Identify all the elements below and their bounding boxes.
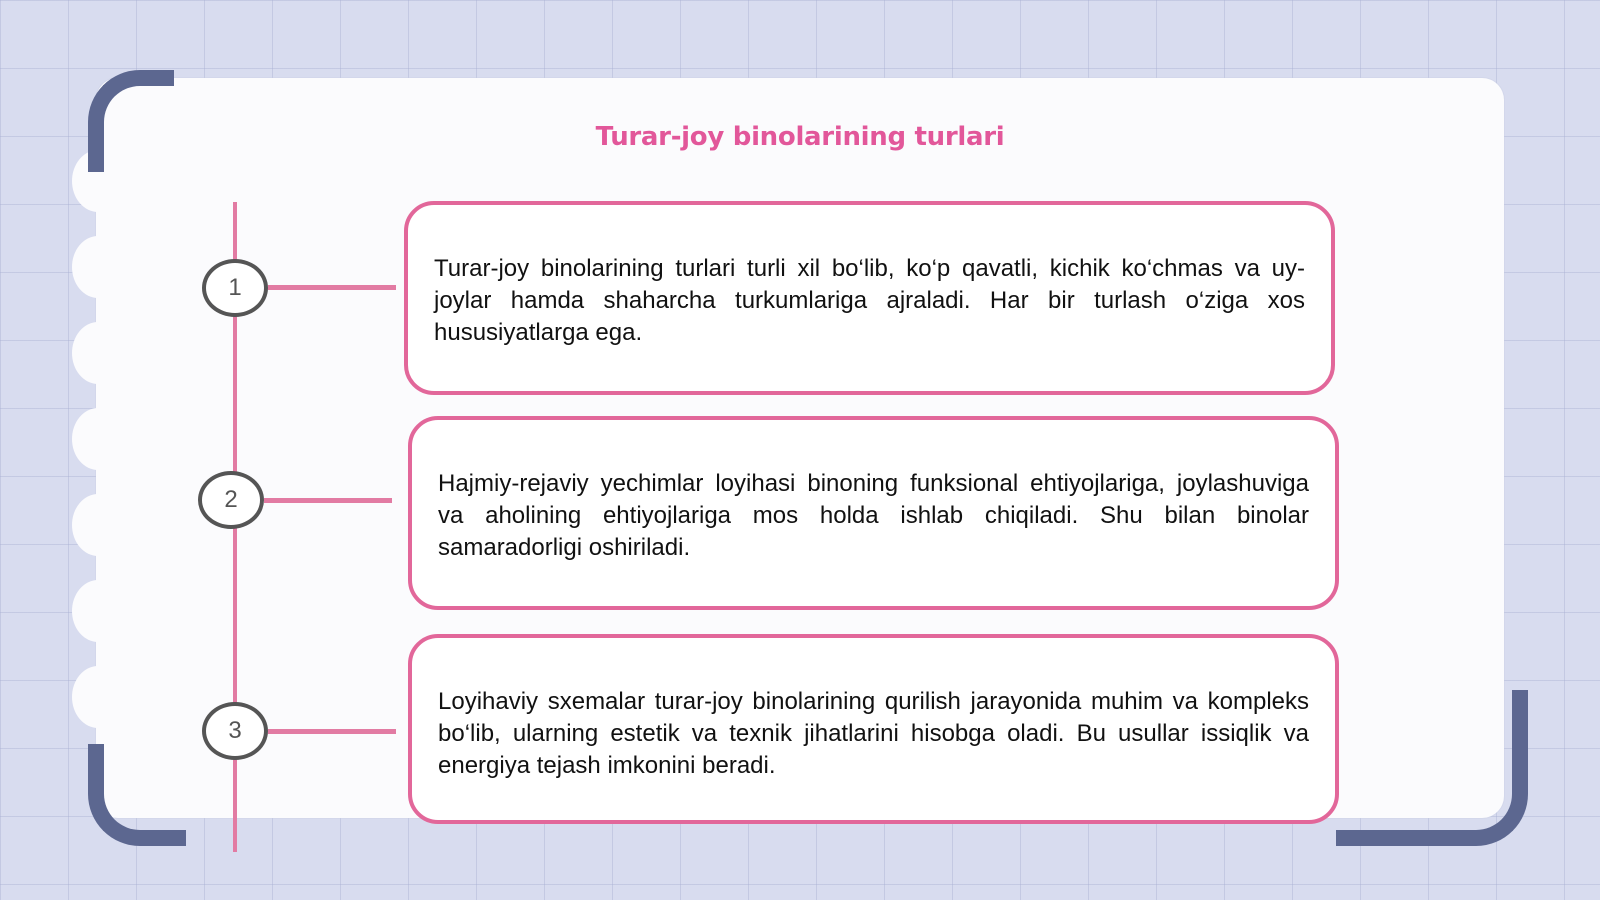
timeline-connector xyxy=(264,498,392,503)
step-card-1 xyxy=(404,201,1335,395)
step-text: Hajmiy-rejaviy yechimlar loyihasi binoning funksional ehtiyojlariga, joylashuviga va aholining ehtiyojlariga mos holda ishlab chiqiladi. Shu bilan binolar samaradorligi oshiriladi. xyxy=(438,470,1309,561)
step-number-1: 1 xyxy=(202,259,268,317)
step-card-3 xyxy=(408,634,1339,824)
timeline-connector xyxy=(268,729,396,734)
frame-corner-bottom-right xyxy=(1336,690,1528,846)
paper-scallop xyxy=(72,408,124,470)
slide-title: Turar-joy binolarining turlari xyxy=(595,122,1005,152)
paper-scallop xyxy=(72,494,124,556)
step-text: Turar-joy binolarining turlari turli xil bo‘lib, ko‘p qavatli, kichik ko‘chmas va uy-joylar hamda shaharcha turkumlariga ajraladi. Har bir turlash o‘ziga xos hususiyatlarga ega. xyxy=(434,255,1305,346)
paper-scallop xyxy=(72,666,124,728)
paper-scallop xyxy=(72,236,124,298)
step-number-3: 3 xyxy=(202,702,268,760)
step-text: Loyihaviy sxemalar turar-joy binolarining qurilish jarayonida muhim va kompleks bo‘lib, ularning estetik va texnik jihatlarini hisobga oladi. Bu usullar issiqlik va energiya tejash imkonini beradi. xyxy=(438,688,1309,779)
step-number-2: 2 xyxy=(198,471,264,529)
paper-scallop xyxy=(72,580,124,642)
timeline-connector xyxy=(268,285,396,290)
step-card-2 xyxy=(408,416,1339,610)
frame-corner-bottom-left xyxy=(88,744,186,846)
paper-scallop xyxy=(72,322,124,384)
